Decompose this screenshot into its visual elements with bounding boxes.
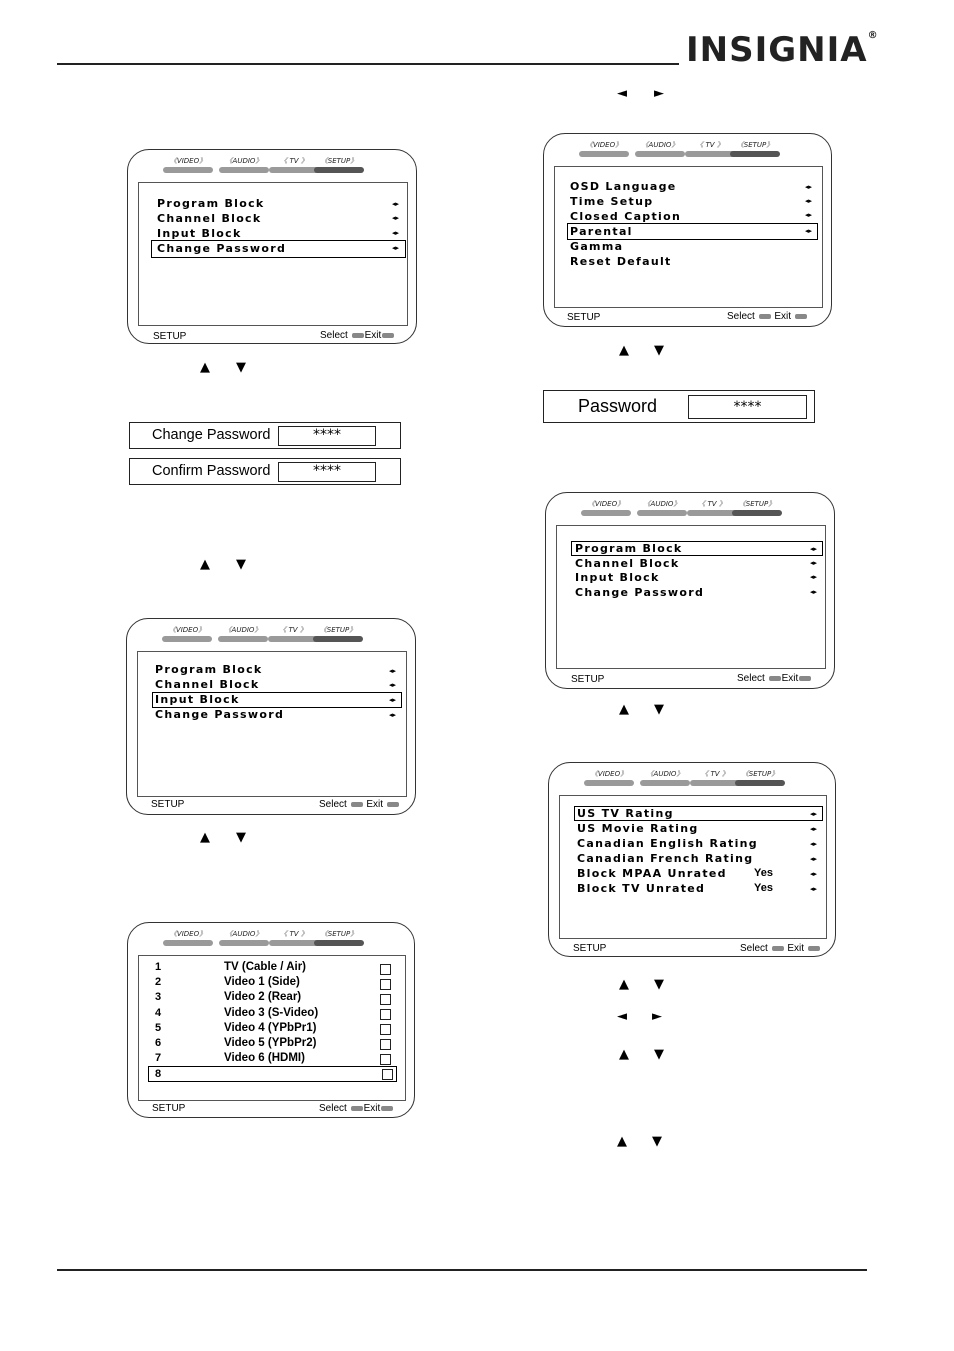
block-checkbox[interactable]: [380, 979, 391, 990]
password-field[interactable]: ****: [688, 395, 807, 419]
down-arrow-icon: ▼: [654, 343, 664, 358]
left-arrow-icon: ◄: [617, 86, 627, 101]
selection-highlight: [148, 1066, 397, 1082]
tab-tv[interactable]: 《 TV 》: [266, 929, 322, 946]
tab-tv[interactable]: 《 TV 》: [682, 140, 738, 157]
footer-select-exit: Select Exit: [727, 311, 808, 322]
menu-item-block-tv-unrated[interactable]: Block TV Unrated: [577, 882, 706, 895]
left-right-arrow-icon: ◂▸: [810, 588, 818, 596]
menu-item-time-setup[interactable]: Time Setup: [570, 195, 654, 208]
left-right-arrow-icon: ◂▸: [389, 711, 397, 719]
tv-screen-ratings-menu: [548, 762, 836, 957]
footer-setup: SETUP: [151, 799, 185, 810]
up-arrow-icon: ▲: [619, 977, 629, 992]
menu-item-channel-block[interactable]: Channel Block: [155, 678, 260, 691]
left-right-arrow-icon: ◂▸: [392, 200, 400, 208]
left-right-arrow-icon: ◂▸: [810, 825, 818, 833]
left-right-arrow-icon: ◂▸: [810, 810, 818, 818]
input-number: 8: [155, 1068, 162, 1080]
menu-item-input-block[interactable]: Input Block: [575, 571, 660, 584]
block-checkbox[interactable]: [380, 994, 391, 1005]
input-number: 5: [155, 1022, 162, 1034]
left-right-arrow-icon: ◂▸: [392, 229, 400, 237]
tab-video[interactable]: 《VIDEO》: [159, 625, 215, 642]
menu-item-parental[interactable]: Parental: [570, 225, 633, 238]
menu-button-icon: [795, 314, 807, 319]
menu-button-icon: [808, 946, 820, 951]
left-right-arrow-icon: ◂▸: [810, 870, 818, 878]
tab-audio[interactable]: 《AUDIO》: [632, 140, 688, 157]
down-arrow-icon: ▼: [654, 702, 664, 717]
tab-setup[interactable]: 《SETUP》: [311, 156, 367, 173]
menu-item-change-password[interactable]: Change Password: [155, 708, 285, 721]
confirm-password-box: [129, 458, 401, 485]
menu-item-input-block[interactable]: Input Block: [155, 693, 240, 706]
change-password-label: Change Password: [152, 427, 271, 443]
down-arrow-icon: ▼: [652, 1134, 662, 1149]
block-mpaa-unrated-value: Yes: [754, 867, 773, 879]
tab-video[interactable]: 《VIDEO》: [576, 140, 632, 157]
input-number: 4: [155, 1007, 162, 1019]
tab-setup[interactable]: 《SETUP》: [727, 140, 783, 157]
menu-item-channel-block[interactable]: Channel Block: [575, 557, 680, 570]
menu-item-gamma[interactable]: Gamma: [570, 240, 624, 253]
left-arrow-icon: ◄: [617, 1009, 627, 1024]
input-name-video4: Video 4 (YPbPr1): [224, 1022, 317, 1034]
footer-setup: SETUP: [571, 674, 605, 685]
down-arrow-icon: ▼: [236, 360, 246, 375]
enter-button-icon: [352, 333, 364, 338]
block-checkbox[interactable]: [380, 1024, 391, 1035]
menu-item-us-movie-rating[interactable]: US Movie Rating: [577, 822, 699, 835]
input-name-video3: Video 3 (S-Video): [224, 1007, 319, 1019]
tab-video[interactable]: 《VIDEO》: [581, 769, 637, 786]
tv-screen-parental-menu-3: [545, 492, 835, 689]
input-number: 1: [155, 961, 162, 973]
block-checkbox[interactable]: [380, 1009, 391, 1020]
footer-setup: SETUP: [152, 1103, 186, 1114]
input-number: 7: [155, 1052, 162, 1064]
menu-item-program-block[interactable]: Program Block: [157, 197, 265, 210]
menu-item-channel-block[interactable]: Channel Block: [157, 212, 262, 225]
input-name-video5: Video 5 (YPbPr2): [224, 1037, 317, 1049]
tv-screen-setup-menu: [543, 133, 832, 327]
tab-audio[interactable]: 《AUDIO》: [216, 156, 272, 173]
change-password-box: [129, 422, 401, 449]
menu-item-us-tv-rating[interactable]: US TV Rating: [577, 807, 674, 820]
menu-button-icon: [799, 676, 811, 681]
left-right-arrow-icon: ◂▸: [810, 573, 818, 581]
down-arrow-icon: ▼: [654, 977, 664, 992]
menu-item-block-mpaa-unrated[interactable]: Block MPAA Unrated: [577, 867, 727, 880]
footer-setup: SETUP: [153, 331, 187, 342]
tv-screen-parental-menu-2: [126, 618, 416, 815]
up-arrow-icon: ▲: [200, 557, 210, 572]
tab-setup[interactable]: 《SETUP》: [729, 499, 785, 516]
footer-setup: SETUP: [573, 943, 607, 954]
enter-button-icon: [351, 802, 363, 807]
block-checkbox[interactable]: [380, 1054, 391, 1065]
block-tv-unrated-value: Yes: [754, 882, 773, 894]
menu-item-reset-default[interactable]: Reset Default: [570, 255, 672, 268]
header-rule: [57, 63, 679, 65]
menu-item-change-password[interactable]: Change Password: [157, 242, 287, 255]
menu-item-canadian-english-rating[interactable]: Canadian English Rating: [577, 837, 758, 850]
tab-tv[interactable]: 《 TV 》: [265, 625, 321, 642]
input-name-video6: Video 6 (HDMI): [224, 1052, 305, 1064]
menu-item-input-block[interactable]: Input Block: [157, 227, 242, 240]
enter-button-icon: [351, 1106, 363, 1111]
menu-button-icon: [381, 1106, 393, 1111]
left-right-arrow-icon: ◂▸: [810, 545, 818, 553]
input-name-tv: TV (Cable / Air): [224, 961, 306, 973]
tab-setup[interactable]: 《SETUP》: [311, 929, 367, 946]
up-arrow-icon: ▲: [200, 830, 210, 845]
down-arrow-icon: ▼: [236, 830, 246, 845]
menu-button-icon: [387, 802, 399, 807]
tab-video[interactable]: 《VIDEO》: [578, 499, 634, 516]
right-arrow-icon: ►: [654, 86, 664, 101]
block-checkbox[interactable]: [382, 1069, 393, 1080]
block-checkbox[interactable]: [380, 964, 391, 975]
input-number: 6: [155, 1037, 162, 1049]
up-arrow-icon: ▲: [619, 702, 629, 717]
left-right-arrow-icon: ◂▸: [810, 559, 818, 567]
left-right-arrow-icon: ◂▸: [805, 197, 813, 205]
footer-select-exit: Select Exit: [740, 943, 821, 954]
menu-item-osd-language[interactable]: OSD Language: [570, 180, 677, 193]
left-right-arrow-icon: ◂▸: [810, 855, 818, 863]
tab-tv[interactable]: 《 TV 》: [266, 156, 322, 173]
enter-button-icon: [759, 314, 771, 319]
menu-item-canadian-french-rating[interactable]: Canadian French Rating: [577, 852, 754, 865]
left-right-arrow-icon: ◂▸: [389, 696, 397, 704]
tab-setup[interactable]: 《SETUP》: [732, 769, 788, 786]
left-right-arrow-icon: ◂▸: [810, 840, 818, 848]
footer-select-exit: Select Exit: [737, 673, 812, 684]
footer-setup: SETUP: [567, 312, 601, 323]
menu-item-change-password[interactable]: Change Password: [575, 586, 705, 599]
right-arrow-icon: ►: [652, 1009, 662, 1024]
tab-tv[interactable]: 《 TV 》: [687, 769, 743, 786]
enter-button-icon: [772, 946, 784, 951]
down-arrow-icon: ▼: [654, 1047, 664, 1062]
up-arrow-icon: ▲: [619, 1047, 629, 1062]
left-right-arrow-icon: ◂▸: [805, 183, 813, 191]
tv-screen-parental-menu-1: [127, 149, 417, 344]
left-right-arrow-icon: ◂▸: [392, 244, 400, 252]
confirm-password-field[interactable]: ****: [278, 462, 376, 482]
tab-video[interactable]: 《VIDEO》: [160, 156, 216, 173]
left-right-arrow-icon: ◂▸: [810, 885, 818, 893]
menu-item-program-block[interactable]: Program Block: [575, 542, 683, 555]
enter-button-icon: [769, 676, 781, 681]
password-label: Password: [578, 396, 658, 416]
tab-audio[interactable]: 《AUDIO》: [637, 769, 693, 786]
left-right-arrow-icon: ◂▸: [389, 667, 397, 675]
password-box: [543, 390, 815, 423]
menu-button-icon: [382, 333, 394, 338]
menu-item-closed-caption[interactable]: Closed Caption: [570, 210, 682, 223]
tab-audio[interactable]: 《AUDIO》: [216, 929, 272, 946]
change-password-field[interactable]: ****: [278, 426, 376, 446]
tab-video[interactable]: 《VIDEO》: [160, 929, 216, 946]
brand-logo: INSIGNIA®: [686, 30, 879, 70]
input-number: 3: [155, 991, 162, 1003]
footer-select-exit: Select Exit: [319, 1103, 394, 1114]
menu-item-program-block[interactable]: Program Block: [155, 663, 263, 676]
input-name-video1: Video 1 (Side): [224, 976, 300, 988]
tab-tv[interactable]: 《 TV 》: [684, 499, 740, 516]
footer-select-exit: Select Exit: [319, 799, 400, 810]
footer-rule: [57, 1269, 867, 1271]
tab-audio[interactable]: 《AUDIO》: [215, 625, 271, 642]
tv-screen-input-block: [127, 922, 415, 1118]
up-arrow-icon: ▲: [619, 343, 629, 358]
left-right-arrow-icon: ◂▸: [805, 227, 813, 235]
tab-audio[interactable]: 《AUDIO》: [634, 499, 690, 516]
up-arrow-icon: ▲: [617, 1134, 627, 1149]
left-right-arrow-icon: ◂▸: [805, 211, 813, 219]
down-arrow-icon: ▼: [236, 557, 246, 572]
left-right-arrow-icon: ◂▸: [392, 214, 400, 222]
confirm-password-label: Confirm Password: [152, 463, 271, 479]
up-arrow-icon: ▲: [200, 360, 210, 375]
tab-setup[interactable]: 《SETUP》: [310, 625, 366, 642]
input-number: 2: [155, 976, 162, 988]
footer-select-exit: Select Exit: [320, 330, 395, 341]
input-name-video2: Video 2 (Rear): [224, 991, 302, 1003]
left-right-arrow-icon: ◂▸: [389, 681, 397, 689]
block-checkbox[interactable]: [380, 1039, 391, 1050]
